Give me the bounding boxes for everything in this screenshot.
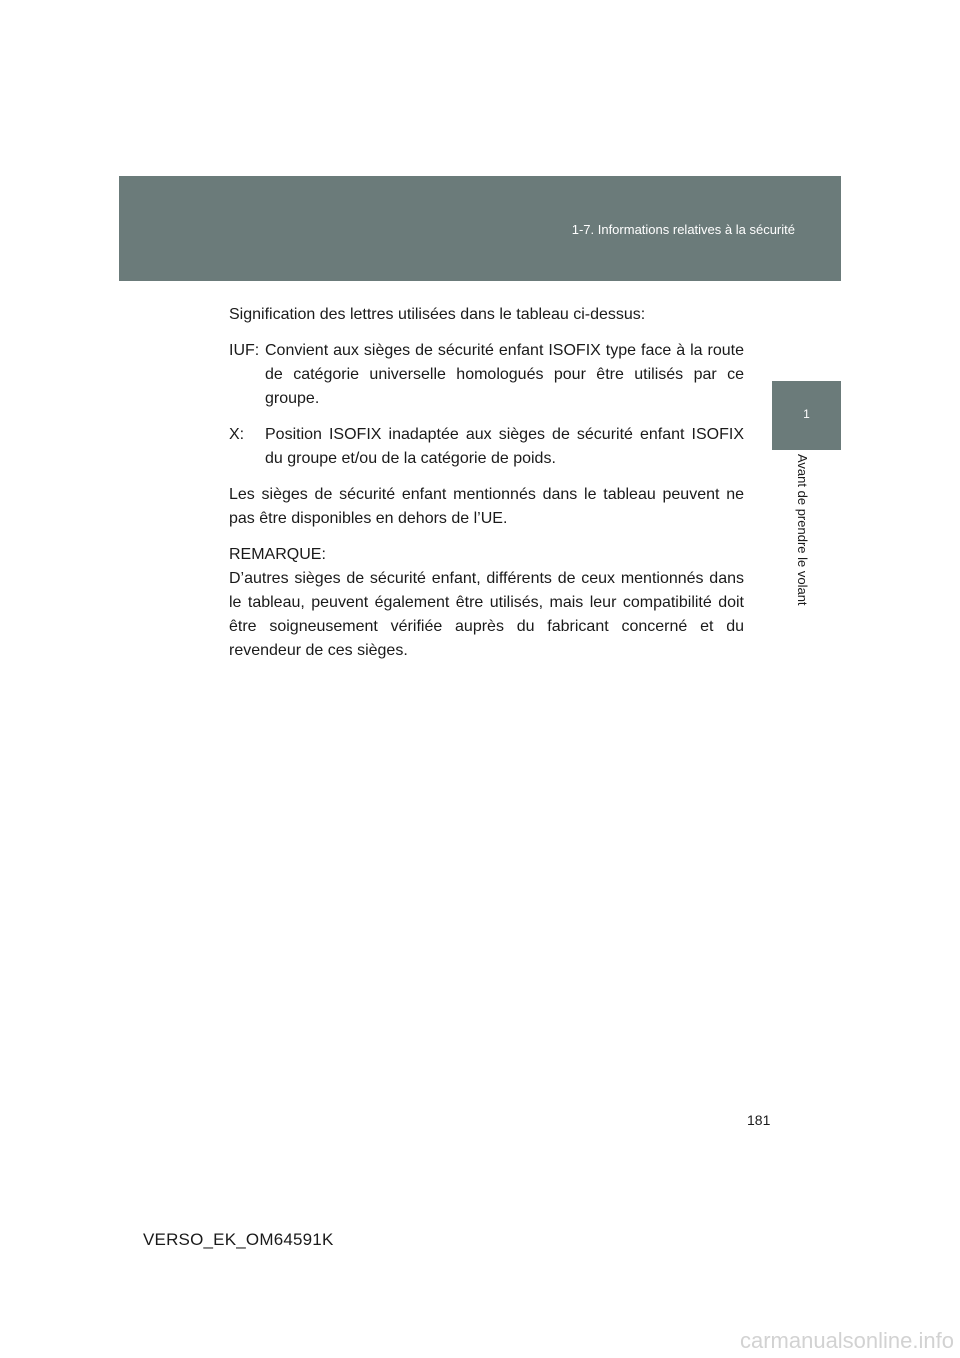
page-content	[229, 303, 744, 675]
document-code: VERSO_EK_OM64591K	[143, 1230, 334, 1249]
intro-paragraph: Signification des lettres utilisées dans le tableau ci-dessus:	[229, 306, 646, 323]
chapter-label: Avant de prendre le volant	[795, 454, 810, 606]
chapter-number: 1	[803, 407, 810, 421]
definition-x	[229, 423, 744, 471]
header-band	[119, 176, 841, 281]
remark-paragraph: D’autres sièges de sécurité enfant, différents de ceux mentionnés dans le tableau, peuvent également être utilisés, mais leur compatibilité doit être soigneusement vérifiée auprès du fabricant concerné et du revendeur de ces sièges.	[229, 570, 744, 659]
definition-term: IUF:	[229, 342, 260, 359]
remark-block	[229, 543, 744, 663]
definition-text: Convient aux sièges de sécurité enfant ISOFIX type face à la route de catégorie universelle homologués pour être utilisés par ce groupe.	[265, 342, 744, 407]
availability-paragraph: Les sièges de sécurité enfant mentionnés dans le tableau peuvent ne pas être disponibles en dehors de l’UE.	[229, 486, 744, 527]
section-title: 1-7. Informations relatives à la sécurité	[571, 222, 795, 237]
definition-term: X:	[229, 426, 245, 443]
remark-label: REMARQUE:	[229, 546, 326, 563]
definition-iuf	[229, 339, 744, 411]
definition-text: Position ISOFIX inadaptée aux sièges de sécurité enfant ISOFIX du groupe et/ou de la catégorie de poids.	[265, 426, 744, 467]
watermark: carmanualsonline.info	[739, 1328, 954, 1353]
chapter-tab	[772, 381, 841, 450]
page-number: 181	[747, 1112, 771, 1128]
